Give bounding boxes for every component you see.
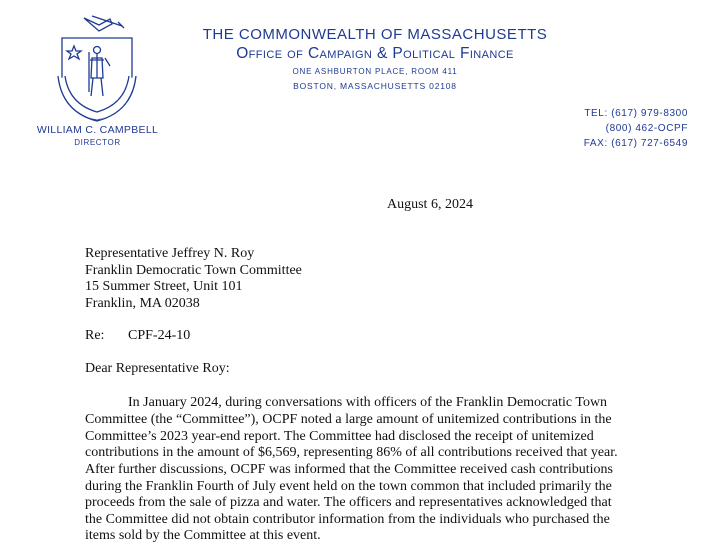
contact-tel: TEL: (617) 979-8300 — [584, 108, 688, 119]
director-title: DIRECTOR — [74, 138, 121, 147]
director-name: WILLIAM C. CAMPBELL — [36, 124, 159, 136]
body-line: Committee (the “Committee”), OCPF noted a large amount of unitemized contributions in the — [85, 412, 612, 427]
body-line: After further discussions, OCPF was informed that the Committee received cash contributions — [85, 462, 614, 477]
letter-date: August 6, 2024 — [387, 197, 473, 212]
body-line: the Committee did not obtain contributor information from the individuals who purchased the — [85, 512, 610, 527]
recipient-line: 15 Summer Street, Unit 101 — [85, 279, 243, 294]
body-line: items sold by the Committee at this event. — [85, 528, 321, 543]
recipient-line: Franklin Democratic Town Committee — [85, 263, 302, 278]
body-line: Committee’s 2023 year-end report. The Committee had disclosed the receipt of unitemized — [85, 429, 594, 444]
office-heading: Office of Campaign & Political Finance — [236, 45, 514, 62]
salutation: Dear Representative Roy: — [85, 361, 230, 376]
re-label: Re: — [85, 328, 105, 343]
body-line: contributions in the amount of $6,569, representing 86% of all contributions received that year. — [85, 445, 618, 460]
recipient-line: Franklin, MA 02038 — [85, 296, 200, 311]
re-case-number: CPF-24-10 — [128, 328, 191, 343]
body-line: In January 2024, during conversations with officers of the Franklin Democratic Town — [128, 395, 608, 410]
massachusetts-seal-icon — [52, 8, 142, 123]
body-line: proceeds from the sale of pizza and water. The officers and representatives acknowledged that — [85, 495, 612, 510]
office-address-line2: BOSTON, MASSACHUSETTS 02108 — [293, 81, 457, 91]
contact-fax: FAX: (617) 727-6549 — [583, 138, 688, 149]
body-line: during the Franklin Fourth of July event held on the town common that included primarily the — [85, 479, 612, 494]
recipient-line: Representative Jeffrey N. Roy — [85, 246, 255, 261]
contact-tel-alt: (800) 462-OCPF — [605, 123, 688, 134]
commonwealth-heading: THE COMMONWEALTH OF MASSACHUSETTS — [202, 26, 548, 43]
office-address-line1: ONE ASHBURTON PLACE, ROOM 411 — [292, 67, 458, 76]
